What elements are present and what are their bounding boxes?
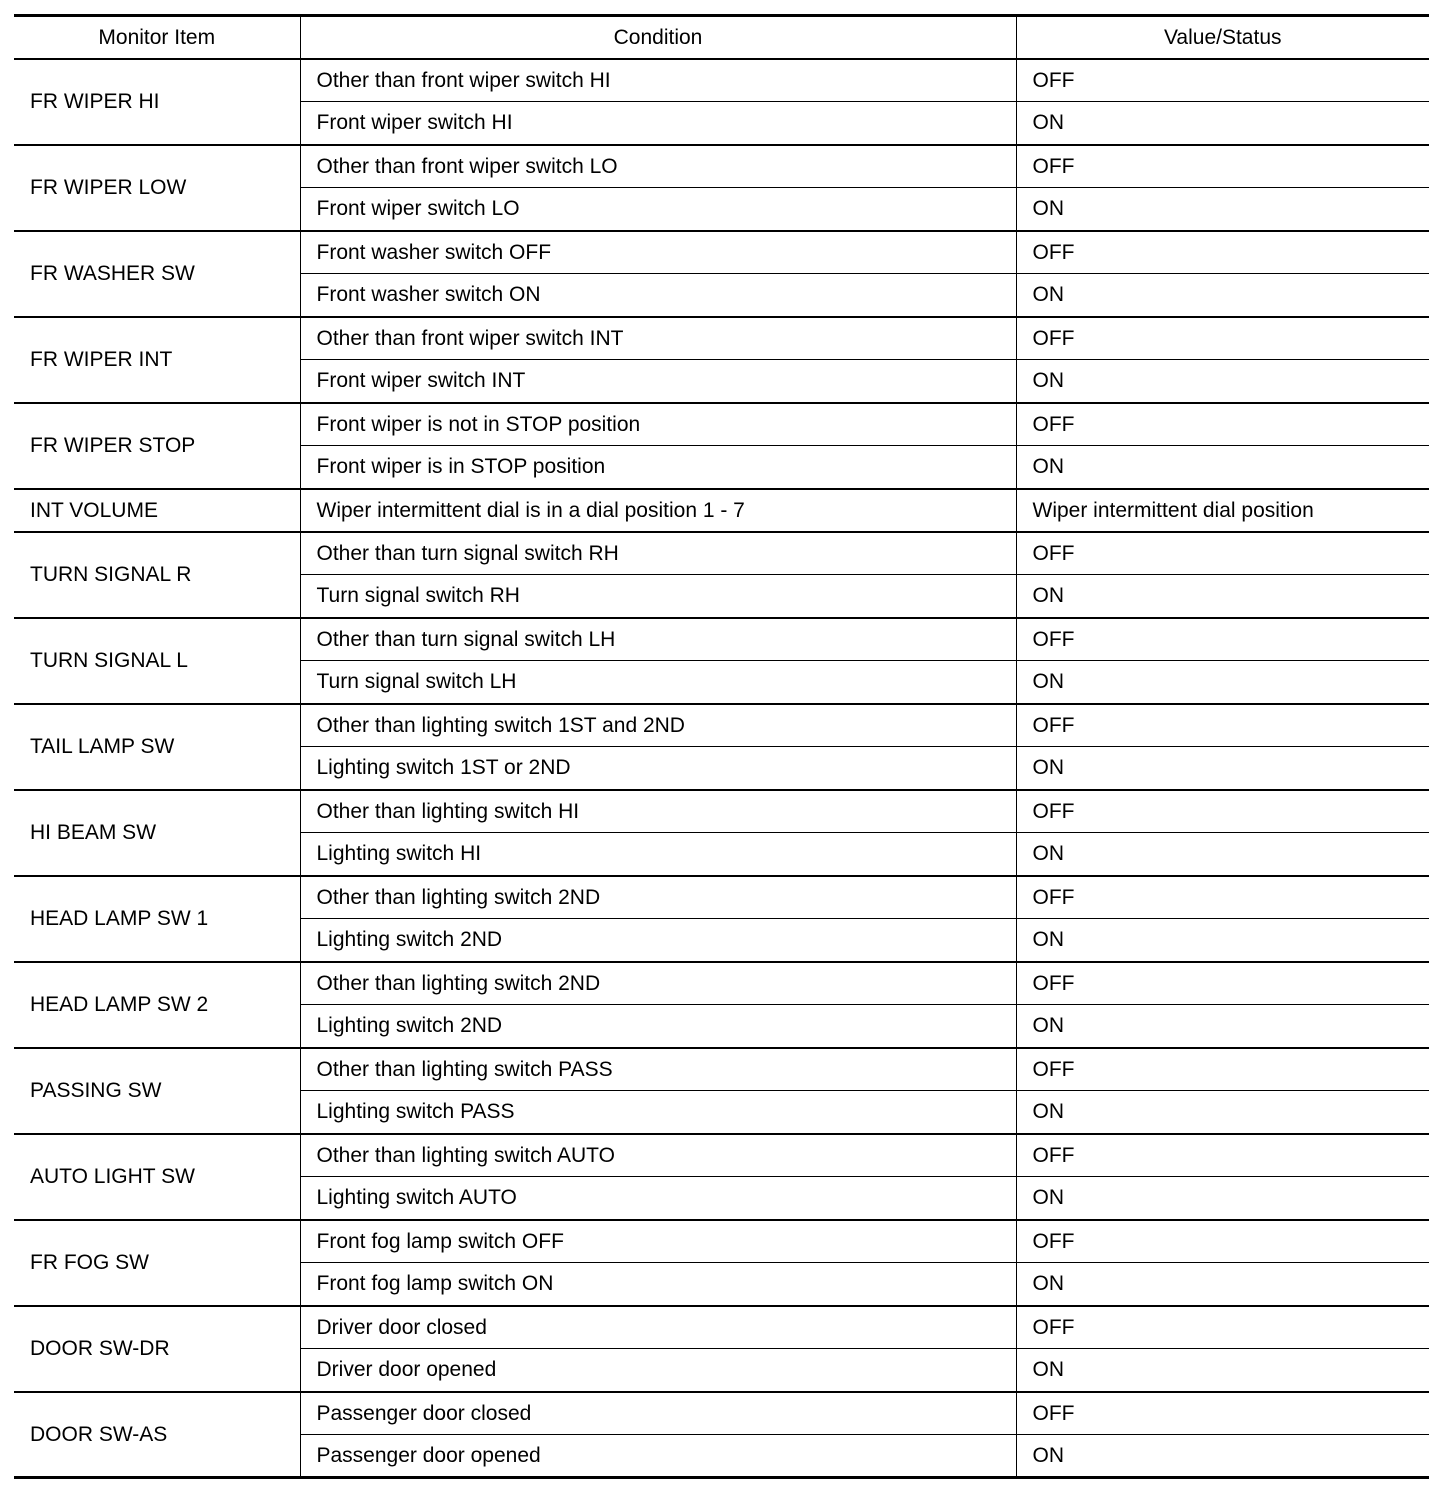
value-status-cell: ON	[1016, 747, 1429, 790]
condition-cell: Driver door closed	[300, 1306, 1016, 1349]
condition-cell: Turn signal switch RH	[300, 575, 1016, 618]
header-monitor-item: Monitor Item	[14, 16, 300, 59]
value-status-cell: ON	[1016, 1005, 1429, 1048]
monitor-item-cell: DOOR SW-DR	[14, 1306, 300, 1392]
value-status-cell: ON	[1016, 1263, 1429, 1306]
condition-cell: Lighting switch HI	[300, 833, 1016, 876]
condition-cell: Passenger door opened	[300, 1435, 1016, 1478]
monitor-item-cell: DOOR SW-AS	[14, 1392, 300, 1478]
monitor-item-cell: FR WIPER INT	[14, 317, 300, 403]
table-row	[14, 489, 1429, 532]
monitor-item-cell: FR WIPER HI	[14, 59, 300, 145]
value-status-cell: OFF	[1016, 618, 1429, 661]
header-condition: Condition	[300, 16, 1016, 59]
table-header-row	[14, 16, 1429, 59]
table-row	[14, 876, 1429, 919]
condition-cell: Turn signal switch LH	[300, 661, 1016, 704]
monitor-item-cell: FR WIPER STOP	[14, 403, 300, 489]
value-status-cell: ON	[1016, 446, 1429, 489]
table-row	[14, 1306, 1429, 1349]
condition-cell: Lighting switch 2ND	[300, 1005, 1016, 1048]
condition-cell: Front fog lamp switch OFF	[300, 1220, 1016, 1263]
monitor-item-cell: TURN SIGNAL L	[14, 618, 300, 704]
value-status-cell: OFF	[1016, 1048, 1429, 1091]
condition-cell: Lighting switch 1ST or 2ND	[300, 747, 1016, 790]
condition-cell: Driver door opened	[300, 1349, 1016, 1392]
monitor-item-cell: HEAD LAMP SW 1	[14, 876, 300, 962]
value-status-cell: ON	[1016, 274, 1429, 317]
condition-cell: Other than front wiper switch HI	[300, 59, 1016, 102]
condition-cell: Wiper intermittent dial is in a dial position 1 - 7	[300, 489, 1016, 532]
monitor-item-cell: FR WASHER SW	[14, 231, 300, 317]
table-row	[14, 1134, 1429, 1177]
condition-cell: Other than lighting switch AUTO	[300, 1134, 1016, 1177]
condition-cell: Passenger door closed	[300, 1392, 1016, 1435]
value-status-cell: OFF	[1016, 1306, 1429, 1349]
condition-cell: Front wiper is in STOP position	[300, 446, 1016, 489]
monitor-item-cell: TAIL LAMP SW	[14, 704, 300, 790]
value-status-cell: ON	[1016, 575, 1429, 618]
header-value-status: Value/Status	[1016, 16, 1429, 59]
table-row	[14, 231, 1429, 274]
condition-cell: Front washer switch OFF	[300, 231, 1016, 274]
value-status-cell: OFF	[1016, 1220, 1429, 1263]
condition-cell: Front wiper is not in STOP position	[300, 403, 1016, 446]
condition-cell: Other than lighting switch HI	[300, 790, 1016, 833]
value-status-cell: Wiper intermittent dial position	[1016, 489, 1429, 532]
monitor-item-cell: FR WIPER LOW	[14, 145, 300, 231]
table-row	[14, 317, 1429, 360]
table-row	[14, 59, 1429, 102]
value-status-cell: OFF	[1016, 704, 1429, 747]
monitor-item-cell: HEAD LAMP SW 2	[14, 962, 300, 1048]
table-row	[14, 790, 1429, 833]
table-row	[14, 962, 1429, 1005]
value-status-cell: ON	[1016, 919, 1429, 962]
value-status-cell: ON	[1016, 360, 1429, 403]
value-status-cell: OFF	[1016, 876, 1429, 919]
table-row	[14, 532, 1429, 575]
monitor-item-table	[14, 14, 1429, 1479]
value-status-cell: ON	[1016, 188, 1429, 231]
value-status-cell: OFF	[1016, 532, 1429, 575]
table-row	[14, 145, 1429, 188]
value-status-cell: ON	[1016, 1091, 1429, 1134]
value-status-cell: ON	[1016, 1177, 1429, 1220]
table-row	[14, 704, 1429, 747]
value-status-cell: OFF	[1016, 59, 1429, 102]
condition-cell: Other than lighting switch 2ND	[300, 876, 1016, 919]
condition-cell: Other than front wiper switch LO	[300, 145, 1016, 188]
condition-cell: Other than lighting switch PASS	[300, 1048, 1016, 1091]
value-status-cell: OFF	[1016, 317, 1429, 360]
condition-cell: Lighting switch 2ND	[300, 919, 1016, 962]
monitor-item-cell: AUTO LIGHT SW	[14, 1134, 300, 1220]
value-status-cell: OFF	[1016, 1134, 1429, 1177]
table-body	[14, 59, 1429, 1478]
value-status-cell: OFF	[1016, 1392, 1429, 1435]
condition-cell: Other than front wiper switch INT	[300, 317, 1016, 360]
condition-cell: Front wiper switch LO	[300, 188, 1016, 231]
value-status-cell: OFF	[1016, 231, 1429, 274]
condition-cell: Lighting switch PASS	[300, 1091, 1016, 1134]
condition-cell: Other than turn signal switch LH	[300, 618, 1016, 661]
condition-cell: Front wiper switch INT	[300, 360, 1016, 403]
condition-cell: Front fog lamp switch ON	[300, 1263, 1016, 1306]
condition-cell: Other than lighting switch 2ND	[300, 962, 1016, 1005]
monitor-item-cell: HI BEAM SW	[14, 790, 300, 876]
monitor-item-cell: PASSING SW	[14, 1048, 300, 1134]
value-status-cell: OFF	[1016, 145, 1429, 188]
value-status-cell: OFF	[1016, 790, 1429, 833]
table-row	[14, 1048, 1429, 1091]
condition-cell: Lighting switch AUTO	[300, 1177, 1016, 1220]
monitor-item-cell: TURN SIGNAL R	[14, 532, 300, 618]
value-status-cell: OFF	[1016, 403, 1429, 446]
condition-cell: Front wiper switch HI	[300, 102, 1016, 145]
condition-cell: Front washer switch ON	[300, 274, 1016, 317]
condition-cell: Other than turn signal switch RH	[300, 532, 1016, 575]
value-status-cell: ON	[1016, 1435, 1429, 1478]
monitor-item-cell: FR FOG SW	[14, 1220, 300, 1306]
table-row	[14, 1220, 1429, 1263]
value-status-cell: ON	[1016, 102, 1429, 145]
table-row	[14, 618, 1429, 661]
value-status-cell: ON	[1016, 833, 1429, 876]
value-status-cell: ON	[1016, 1349, 1429, 1392]
monitor-item-cell: INT VOLUME	[14, 489, 300, 532]
value-status-cell: OFF	[1016, 962, 1429, 1005]
value-status-cell: ON	[1016, 661, 1429, 704]
table-row	[14, 1392, 1429, 1435]
table-row	[14, 403, 1429, 446]
condition-cell: Other than lighting switch 1ST and 2ND	[300, 704, 1016, 747]
